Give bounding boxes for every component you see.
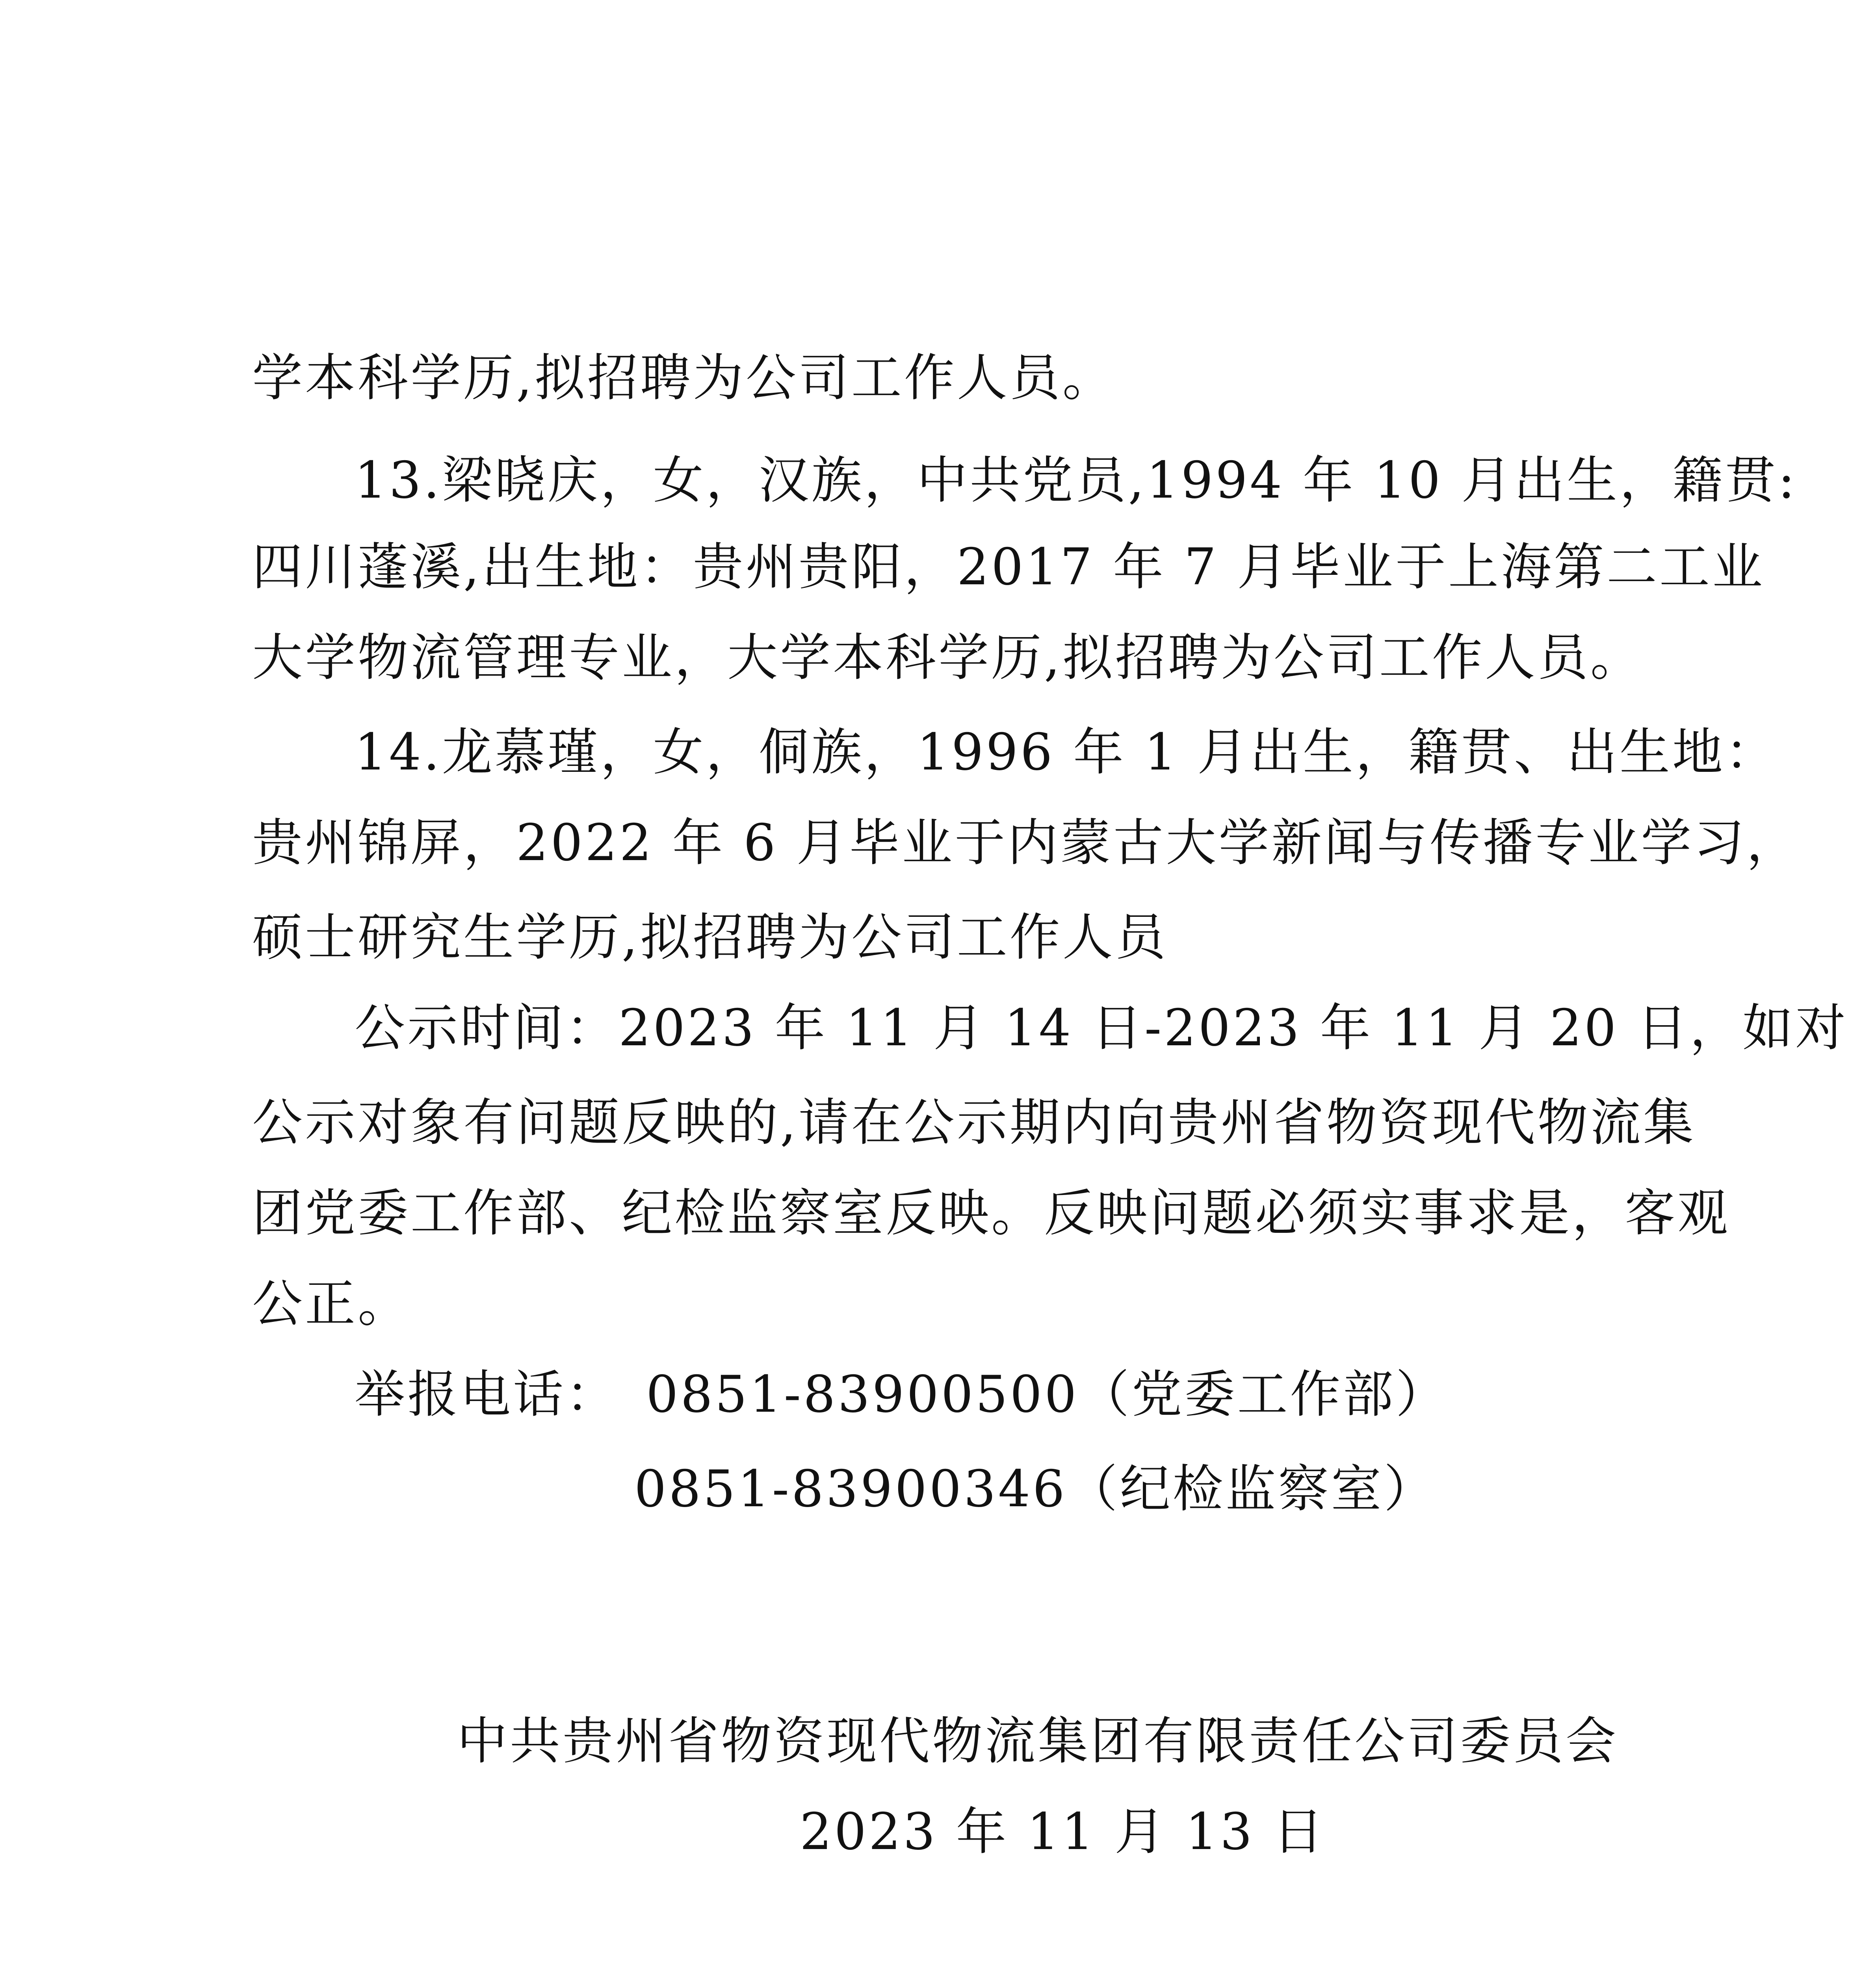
hotline-number-1: 0851-83900500（党委工作部） bbox=[646, 1365, 1449, 1424]
body-line-7: 硕士研究生学历,拟招聘为公司工作人员 bbox=[252, 908, 1168, 967]
body-line-10: 团党委工作部、纪检监察室反映。反映问题必须实事求是，客观 bbox=[252, 1184, 1731, 1243]
body-line-11: 公正。 bbox=[252, 1275, 411, 1333]
body-line-6: 贵州锦屏，2022 年 6 月毕业于内蒙古大学新闻与传播专业学习， bbox=[252, 814, 1800, 872]
body-line-1: 学本科学历,拟招聘为公司工作人员。 bbox=[252, 349, 1115, 407]
hotline-label: 举报电话： bbox=[355, 1365, 619, 1424]
body-line-2: 13.梁晓庆，女，汉族，中共党员,1994 年 10 月出生，籍贯: bbox=[355, 451, 1798, 510]
body-line-5: 14.龙慕瑾，女，侗族，1996 年 1 月出生，籍贯、出生地： bbox=[355, 723, 1778, 782]
signature-organization: 中共贵州省物资现代物流集团有限责任公司委员会 bbox=[457, 1712, 1619, 1771]
body-line-4: 大学物流管理专业，大学本科学历,拟招聘为公司工作人员。 bbox=[252, 628, 1643, 687]
hotline-number-2: 0851-83900346（纪检监察室） bbox=[634, 1460, 1437, 1518]
body-line-9: 公示对象有问题反映的,请在公示期内向贵州省物资现代物流集 bbox=[252, 1093, 1696, 1152]
body-line-8: 公示时间：2023 年 11 月 14 日-2023 年 11 月 20 日，如对 bbox=[355, 999, 1848, 1057]
body-line-3: 四川蓬溪,出生地：贵州贵阳，2017 年 7 月毕业于上海第二工业 bbox=[252, 538, 1765, 597]
signature-date: 2023 年 11 月 13 日 bbox=[800, 1803, 1326, 1861]
